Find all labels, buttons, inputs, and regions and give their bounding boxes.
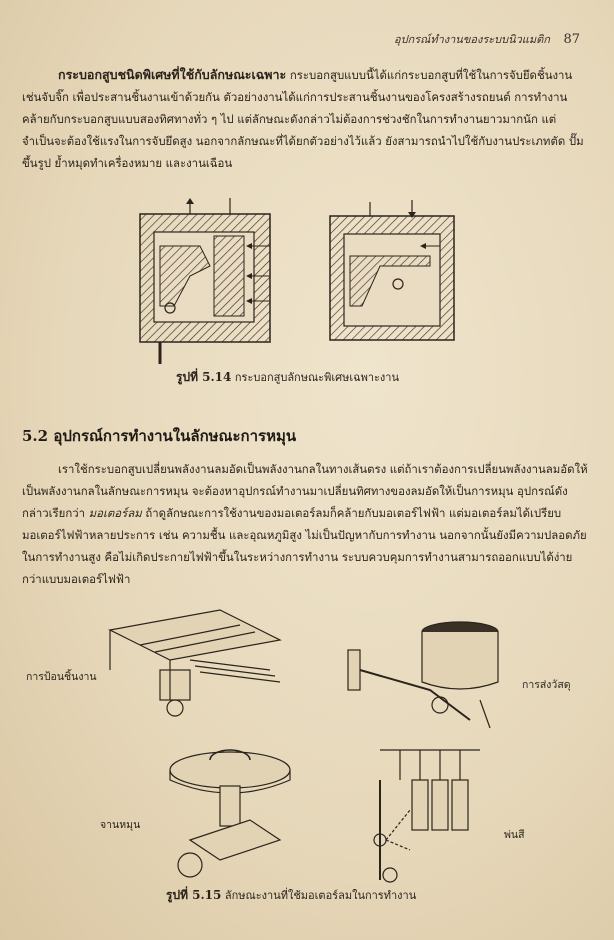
paragraph-body: กระบอกสูบแบบนี้ได้แก่กระบอกสูบที่ใช้ในการจับยึดชิ้นงาน เช่นจับจิ๊ก เพื่อประสานชิ้นงานเข้าด้วยกัน ตัวอย่างงานได้แก่การประสานชิ้นงานของโครงสร้างรถยนต์ การทำงานคล้ายกับกระบอกสูบแบบสองทิศทางทั่ว ๆ ไป แต่ลักษณะดังกล่าวไม่ต้องการช่วงชักในการทำงานยาวมากนัก แต่จำเป็นจะต้องใช้แรงในการจับยึดสูง นอกจากลักษณะที่ได้ยกตัวอย่างไว้แล้ว ยังสามารถนำไปใช้กับงานประเภทตัด ปั๊มขึ้นรูป ย้ำหมุดทำเครื่องหมาย และงานเฉือน <box>22 68 584 170</box>
paragraph-part-a: เราใช้กระบอกสูบเปลี่ยนพลังงานลมอัดเป็นพลังงานกลในทางเส้นตรง แต่ถ้าเราต้องการเปลี่ยนพลังงานลมอัดให้เป็นพลังงานกลในลักษณะการหมุน จะต้องหาอุปกรณ์ทำงานมาเปลี่ยนทิศทางของลมอัดให้เป็นการหมุน อุปกรณ์ดังกล่าวเรียกว่า <box>22 462 588 520</box>
cylinder-left <box>140 198 270 364</box>
illustration-rotary-table <box>150 740 310 890</box>
figure-number: รูปที่ 5.15 <box>166 888 222 902</box>
figure-number: รูปที่ 5.14 <box>176 370 232 384</box>
paragraph-lead: กระบอกสูบชนิดพิเศษที่ใช้กับลักษณะเฉพาะ <box>58 67 287 82</box>
page-number: 87 <box>563 32 580 47</box>
term-air-motor: มอเตอร์ลม <box>88 506 142 520</box>
header-title: อุปกรณ์ทำงานของระบบนิวแมติก <box>393 33 550 46</box>
figure-caption-text: ลักษณะงานที่ใช้มอเตอร์ลมในการทำงาน <box>224 889 417 902</box>
figure-5-15-caption <box>166 886 416 905</box>
cylinder-right <box>330 200 454 340</box>
figure-5-14-diagram <box>130 196 500 364</box>
section-number: 5.2 <box>22 427 49 445</box>
label-material-transport: การส่งวัสดุ <box>522 679 571 691</box>
figure-caption-text: กระบอกสูบลักษณะพิเศษเฉพาะงาน <box>234 371 399 384</box>
figure-5-14-caption <box>176 368 399 387</box>
illustration-spray-painting <box>360 740 490 890</box>
illustration-material-transport <box>330 610 510 730</box>
paragraph-part-b: ถ้าดูลักษณะการใช้งานของมอเตอร์ลมก็คล้ายกับมอเตอร์ไฟฟ้า แต่มอเตอร์ลมได้เปรียบมอเตอร์ไฟฟ้าหลายประการ เช่น ความชื้น และอุณหภูมิสูง ไม่เป็นปัญหากับการทำงาน นอกจากนั้นยังมีความปลอดภัยในการทำงานสูง คือไม่เกิดประกายไฟฟ้าขึ้นในระหว่างการทำงาน ระบบควบคุมการทำงานสามารถออกแบบได้ง่ายกว่าแบบมอเตอร์ไฟฟ้า <box>22 506 587 586</box>
running-header <box>0 30 580 48</box>
paragraph-special-cylinder <box>22 64 588 174</box>
section-title: อุปกรณ์การทำงานในลักษณะการหมุน <box>53 427 297 445</box>
label-workpiece-feed: การป้อนชิ้นงาน <box>26 671 97 683</box>
paragraph-air-motor <box>22 458 588 590</box>
label-spray-painting: พ่นสี <box>504 829 525 841</box>
illustration-workpiece-feed <box>100 600 290 720</box>
section-heading <box>22 424 296 448</box>
label-rotary-table: จานหมุน <box>100 819 141 831</box>
